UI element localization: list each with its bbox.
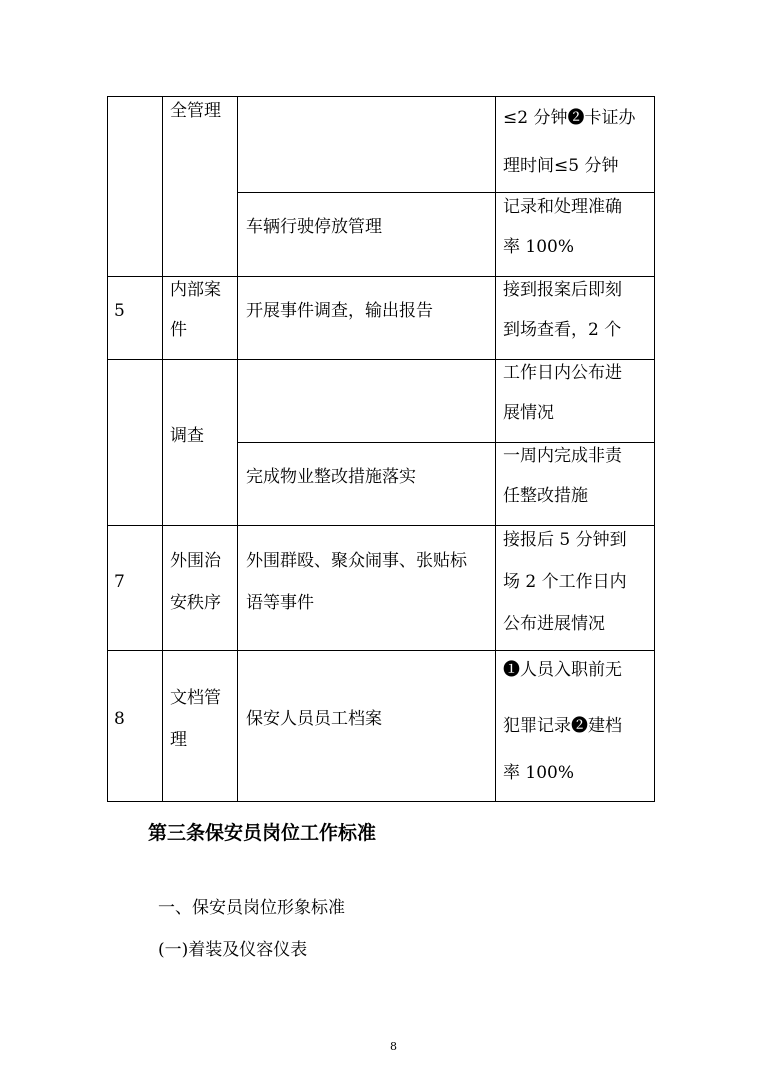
standard-line: 展情况 <box>503 403 554 423</box>
standard-line: 一周内完成非责 <box>503 446 622 466</box>
item-line: 外围治 <box>170 551 221 571</box>
standard-line: 记录和处理准确 <box>503 197 622 217</box>
content-line: 语等事件 <box>246 593 314 613</box>
subsubsection-title: (一)着装及仪容仪表 <box>158 940 308 960</box>
content-cell: 保安人员员工档案 <box>246 709 382 729</box>
standard-line: 接到报案后即刻 <box>503 280 622 300</box>
standard-line: 公布进展情况 <box>503 614 605 634</box>
row-number: 7 <box>114 572 125 592</box>
standard-line: 任整改措施 <box>503 486 588 506</box>
standard-line: 率 100% <box>503 237 575 257</box>
standard-line: ≤2 分钟➋卡证办 <box>503 108 636 128</box>
content-line: 外围群殴、聚众闹事、张贴标 <box>246 551 467 571</box>
standard-line: ➊人员入职前无 <box>503 660 622 680</box>
standard-line: 率 100% <box>503 763 575 783</box>
item-line: 安秩序 <box>170 593 221 613</box>
standard-line: 理时间≤5 分钟 <box>503 156 619 176</box>
item-line: 内部案 <box>170 280 221 300</box>
item-cell: 调查 <box>170 426 204 446</box>
content-cell: 车辆行驶停放管理 <box>246 217 382 237</box>
standard-line: 犯罪记录➋建档 <box>503 716 622 736</box>
subsection-title: 一、保安员岗位形象标准 <box>158 898 345 918</box>
item-cell: 全管理 <box>170 101 221 121</box>
standard-line: 接报后 5 分钟到 <box>503 530 627 550</box>
standard-line: 场 2 个工作日内 <box>503 572 627 592</box>
item-line: 文档管 <box>170 688 221 708</box>
content-cell: 完成物业整改措施落实 <box>246 467 416 487</box>
section-title: 第三条保安员岗位工作标准 <box>148 822 377 844</box>
standard-line: 到场查看，2 个 <box>503 320 622 340</box>
standard-line: 工作日内公布进 <box>503 363 622 383</box>
row-number: 8 <box>114 709 125 729</box>
item-line: 理 <box>170 730 187 750</box>
content-cell: 开展事件调查，输出报告 <box>246 301 433 321</box>
row-number: 5 <box>114 301 125 321</box>
item-line: 件 <box>170 320 187 340</box>
page-number: 8 <box>390 1040 397 1053</box>
